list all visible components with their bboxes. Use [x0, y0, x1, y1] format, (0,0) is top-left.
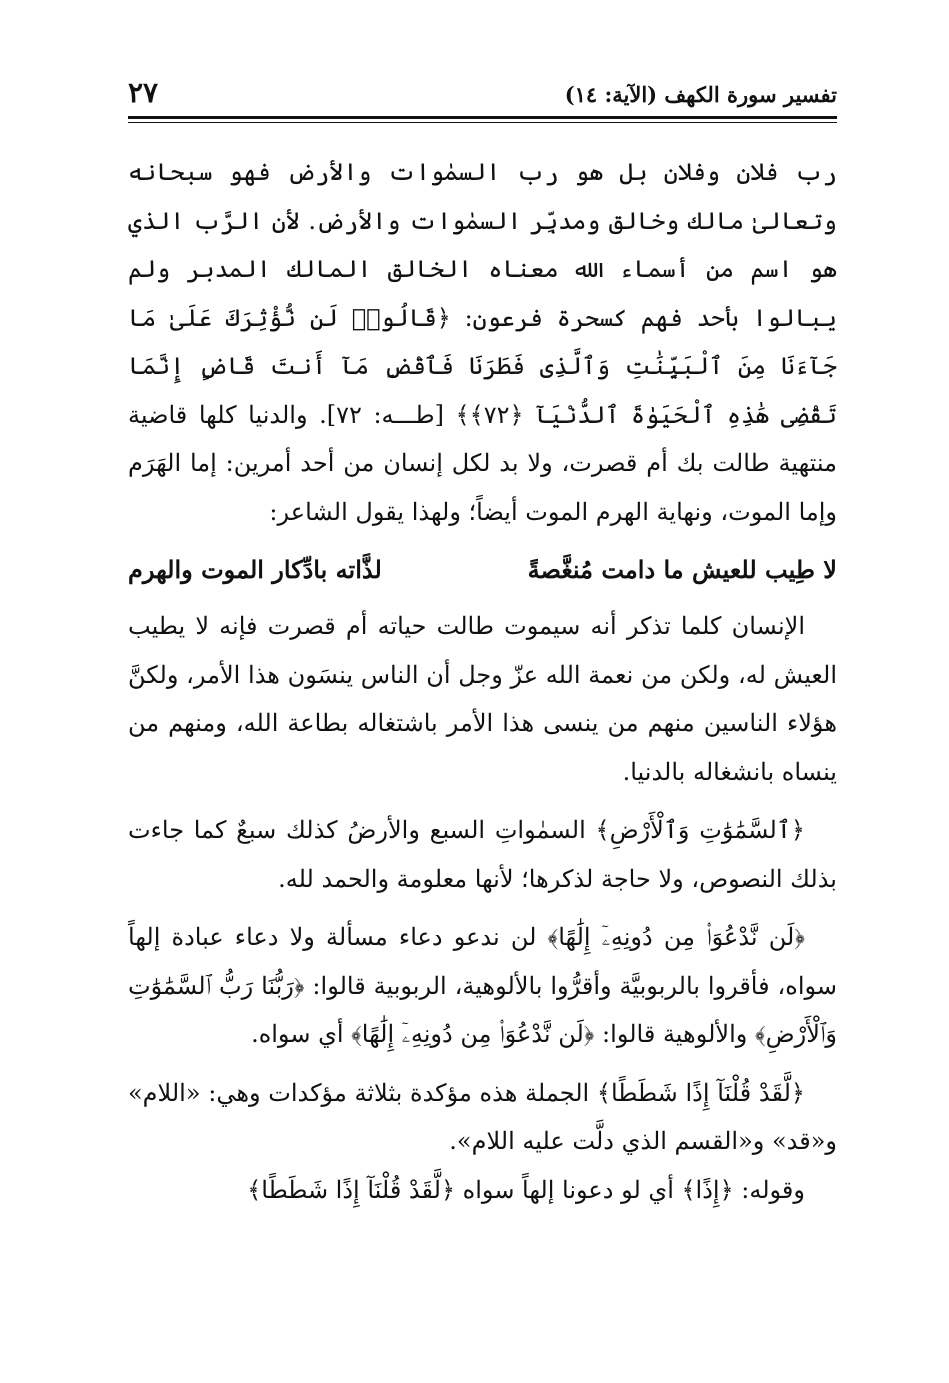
page-body: [128, 148, 837, 1214]
paragraph-2: الإنسان كلما تذكر أنه سيموت طالت حياته أم قصرت فإنه لا يطيب العيش له، ولكن من نعمة الله عزّ وجل أن الناس ينسَون هذا الأمر، ولكنَّ هؤلاء الناسين منهم من ينسى هذا الأمر باشتغاله بطاعة الله، ومنهم من ينساه بانشغاله بالدنيا.: [128, 612, 837, 786]
paragraph-5: ﴿لَّقَدْ قُلْنَآ إِذًا شَطَطًا﴾ الجملة هذه مؤكدة بثلاثة مؤكدات وهي: «اللام» و«قد» و«القسم الذي دلَّت عليه اللام».: [128, 1078, 837, 1155]
header-rule-thick: [128, 116, 837, 119]
paragraph-1: رب فلان وفلان بل هو رب السمٰوات والأرض فهو سبحانه وتعالىٰ مالك وخالق ومدبِّر السمٰوات والأرض. لأن الرَّب الذي هو اسم من أسماء الله معناه الخالق المالك المدبر ولم يبالوا بأحد فهم كسحرة فرعون: ﴿قَالُوا۟ لَن نُّؤْثِرَكَ عَلَىٰ مَا جَآءَنَا مِنَ ٱلْبَيِّنَٰتِ وَٱلَّذِى فَطَرَنَا فَٱقْضِ مَآ أَنتَ قَاضٍ إِنَّمَا تَقْضِى هَٰذِهِ ٱلْحَيَوٰةَ ٱلدُّنْيَآ ﴿٧٢﴾﴾ [طـــه: ٧٢]. والدنيا كلها قاضية منتهية طالت بك أم قصرت، ولا بد لكل إنسان من أحد أمرين: إما الهَرَم وإما الموت، ونهاية الهرم الموت أيضاً؛ ولهذا يقول الشاعر:: [128, 158, 837, 526]
poem-verse: [128, 546, 837, 594]
paragraph-3: ﴿ٱلسَّمَٰوَٰتِ وَٱلْأَرْضِ﴾ السمٰواتِ السبع والأرضُ كذلك سبعٌ كما جاءت بذلك النصوص، ولا حاجة لذكرها؛ لأنها معلومة والحمد لله.: [128, 816, 837, 893]
paragraph-4: ﴿لَن نَّدْعُوَا۟ مِن دُونِهِۦٓ إِلَٰهًا﴾ لن ندعو دعاء مسألة ولا دعاء عبادة إلهاً سواه، فأقروا بالربوبيَّة وأقرُّوا بالألوهية، الربوبية قالوا: ﴿رَبُّنَا رَبُّ ٱلسَّمَٰوَٰتِ وَٱلْأَرْضِ﴾ والألوهية قالوا: ﴿لَن نَّدْعُوَا۟ مِن دُونِهِۦٓ إِلَٰهًا﴾ أي سواه.: [128, 923, 837, 1048]
page-header: [128, 76, 837, 112]
poem-hemistich-first: لا طِيب للعيش ما دامت مُنغَّصةً: [527, 555, 837, 584]
poem-hemistich-second: لذَّاته بادِّكار الموت والهرم: [128, 555, 382, 584]
running-title: تفسير سورة الكهف (الآية: ١٤): [564, 82, 837, 107]
paragraph-6: وقوله: ﴿إِذًا﴾ أي لو دعونا إلهاً سواه ﴿لَّقَدْ قُلْنَآ إِذًا شَطَطًا﴾: [247, 1175, 805, 1204]
header-rule-thin: [128, 122, 837, 123]
page-number: ٢٧: [128, 76, 159, 109]
